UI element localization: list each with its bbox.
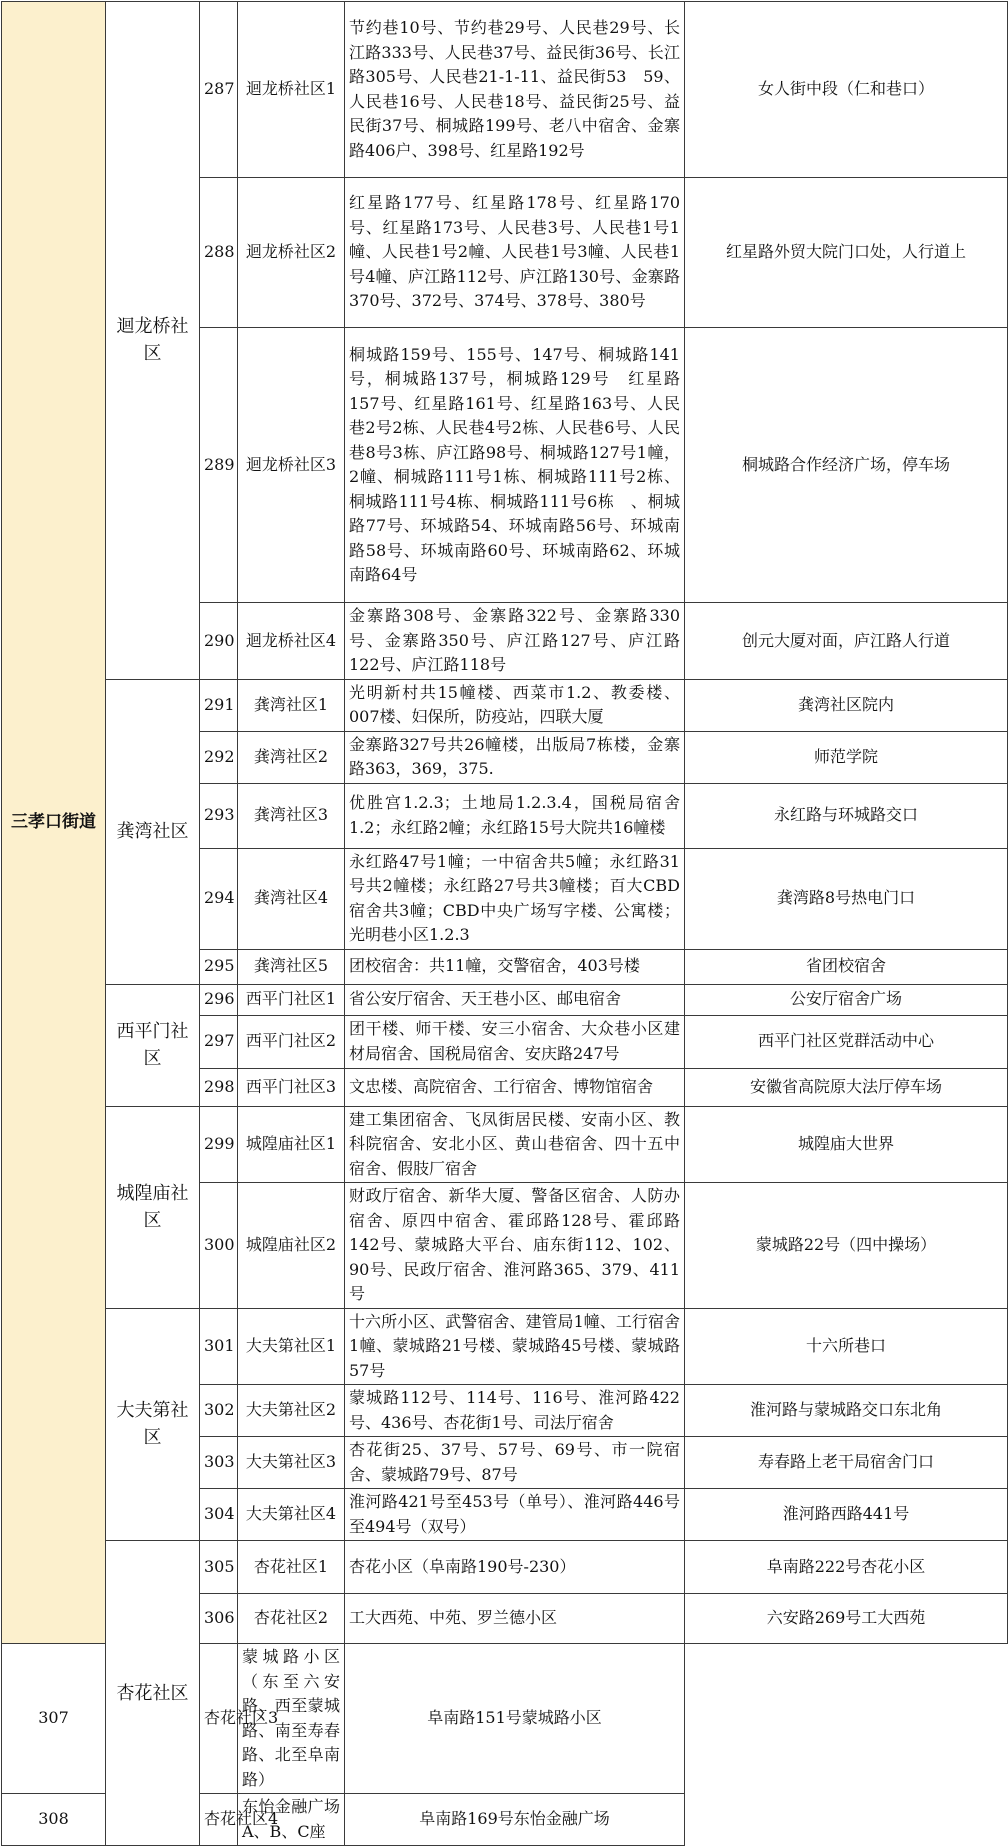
row-number: 295	[200, 949, 238, 984]
table-row	[2, 2, 1008, 178]
community-name: 杏花社区	[106, 1541, 200, 1846]
community-name: 大夫第社区	[106, 1308, 200, 1541]
row-number: 304	[200, 1489, 238, 1541]
drop-off-location: 女人街中段（仁和巷口）	[685, 2, 1008, 178]
address-list: 财政厅宿舍、新华大厦、警备区宿舍、人防办宿舍、原四中宿舍、霍邱路128号、霍邱路142号、蒙城路大平台、庙东街112、102、90号、民政厅宿舍、淮河路365、379、411号	[345, 1183, 685, 1309]
address-list: 蒙城路小区（东至六安路、西至蒙城路、南至寿春路、北至阜南路）	[238, 1644, 345, 1794]
drop-off-location: 六安路269号工大西苑	[685, 1594, 1008, 1644]
row-number: 296	[200, 984, 238, 1015]
drop-off-location: 桐城路合作经济广场，停车场	[685, 328, 1008, 603]
sub-area-name: 大夫第社区1	[238, 1308, 345, 1385]
sub-area-name: 西平门社区2	[238, 1015, 345, 1068]
address-list: 淮河路421号至453号（单号）、淮河路446号至494号（双号）	[345, 1489, 685, 1541]
row-number: 300	[200, 1183, 238, 1309]
address-list: 东怡金融广场A、B、C座	[238, 1794, 345, 1846]
table-row	[2, 1308, 1008, 1385]
drop-off-location: 师范学院	[685, 731, 1008, 783]
street-name: 三孝口街道	[2, 2, 106, 1644]
drop-off-location: 十六所巷口	[685, 1308, 1008, 1385]
row-number: 289	[200, 328, 238, 603]
sub-area-name: 杏花社区1	[238, 1541, 345, 1594]
drop-off-location: 城隍庙大世界	[685, 1106, 1008, 1183]
address-list: 十六所小区、武警宿舍、建管局1幢、工行宿舍1幢、蒙城路21号楼、蒙城路45号楼、蒙城路57号	[345, 1308, 685, 1385]
address-list: 杏花街25、37号、57号、69号、市一院宿舍、蒙城路79号、87号	[345, 1437, 685, 1489]
sub-area-name: 迴龙桥社区2	[238, 178, 345, 328]
row-number: 290	[200, 603, 238, 680]
row-number: 294	[200, 848, 238, 949]
row-number: 293	[200, 783, 238, 848]
drop-off-location: 阜南路222号杏花小区	[685, 1541, 1008, 1594]
address-list: 金寨路327号共26幢楼，出版局7栋楼，金寨路363，369，375.	[345, 731, 685, 783]
table-row	[2, 984, 1008, 1015]
sub-area-name: 西平门社区1	[238, 984, 345, 1015]
sub-area-name: 杏花社区2	[238, 1594, 345, 1644]
row-number: 306	[200, 1594, 238, 1644]
drop-off-location: 阜南路151号蒙城路小区	[345, 1644, 685, 1794]
row-number: 288	[200, 178, 238, 328]
row-number: 307	[2, 1644, 106, 1794]
sub-area-name: 龚湾社区1	[238, 679, 345, 731]
drop-off-location: 寿春路上老干局宿舍门口	[685, 1437, 1008, 1489]
row-number: 301	[200, 1308, 238, 1385]
drop-off-location: 创元大厦对面，庐江路人行道	[685, 603, 1008, 680]
address-list: 金寨路308号、金寨路322号、金寨路330号、金寨路350号、庐江路127号、庐江路122号、庐江路118号	[345, 603, 685, 680]
row-number: 292	[200, 731, 238, 783]
row-number: 291	[200, 679, 238, 731]
address-list: 红星路177号、红星路178号、红星路170号、红星路173号、人民巷3号、人民巷1号1幢、人民巷1号2幢、人民巷1号3幢、人民巷1号4幢、庐江路112号、庐江路130号、金寨路370号、372号、374号、378号、380号	[345, 178, 685, 328]
row-number: 287	[200, 2, 238, 178]
address-list: 永红路47号1幢；一中宿舍共5幢；永红路31号共2幢楼；永红路27号共3幢楼；百大CBD宿舍共3幢；CBD中央广场写字楼、公寓楼；光明巷小区1.2.3	[345, 848, 685, 949]
row-number: 303	[200, 1437, 238, 1489]
community-table	[1, 1, 1008, 1846]
drop-off-location: 公安厅宿舍广场	[685, 984, 1008, 1015]
drop-off-location: 阜南路169号东怡金融广场	[345, 1794, 685, 1846]
sub-area-name: 龚湾社区2	[238, 731, 345, 783]
drop-off-location: 安徽省高院原大法厅停车场	[685, 1068, 1008, 1106]
sub-area-name: 城隍庙社区2	[238, 1183, 345, 1309]
row-number: 298	[200, 1068, 238, 1106]
sub-area-name: 城隍庙社区1	[238, 1106, 345, 1183]
row-number: 308	[2, 1794, 106, 1846]
sub-area-name: 大夫第社区2	[238, 1385, 345, 1437]
community-name: 西平门社区	[106, 984, 200, 1106]
address-list: 光明新村共15幢楼、西菜市1.2、教委楼、007楼、妇保所，防疫站，四联大厦	[345, 679, 685, 731]
row-number: 302	[200, 1385, 238, 1437]
sub-area-name: 龚湾社区3	[238, 783, 345, 848]
drop-off-location: 淮河路与蒙城路交口东北角	[685, 1385, 1008, 1437]
address-list: 节约巷10号、节约巷29号、人民巷29号、长江路333号、人民巷37号、益民街36号、长江路305号、人民巷21-1-11、益民街53 59、人民巷16号、人民巷18号、益民街25号、益民街37号、桐城路199号、老八中宿舍、金寨路406户、398号、红星路192号	[345, 2, 685, 178]
sub-area-name: 大夫第社区3	[238, 1437, 345, 1489]
sub-area-name: 龚湾社区4	[238, 848, 345, 949]
drop-off-location: 永红路与环城路交口	[685, 783, 1008, 848]
drop-off-location: 省团校宿舍	[685, 949, 1008, 984]
sub-area-name: 迴龙桥社区1	[238, 2, 345, 178]
table-row	[2, 1541, 1008, 1594]
sub-area-name: 迴龙桥社区4	[238, 603, 345, 680]
address-list: 团校宿舍：共11幢，交警宿舍，403号楼	[345, 949, 685, 984]
community-name: 迴龙桥社区	[106, 2, 200, 680]
sub-area-name: 杏花社区3	[200, 1644, 238, 1794]
sub-area-name: 龚湾社区5	[238, 949, 345, 984]
row-number: 297	[200, 1015, 238, 1068]
address-list: 杏花小区（阜南路190号-230）	[345, 1541, 685, 1594]
address-list: 文忠楼、高院宿舍、工行宿舍、博物馆宿舍	[345, 1068, 685, 1106]
sub-area-name: 西平门社区3	[238, 1068, 345, 1106]
drop-off-location: 淮河路西路441号	[685, 1489, 1008, 1541]
row-number: 299	[200, 1106, 238, 1183]
address-list: 建工集团宿舍、飞凤街居民楼、安南小区、教科院宿舍、安北小区、黄山巷宿舍、四十五中宿舍、假肢厂宿舍	[345, 1106, 685, 1183]
table-row	[2, 1106, 1008, 1183]
sub-area-name: 大夫第社区4	[238, 1489, 345, 1541]
sub-area-name: 杏花社区4	[200, 1794, 238, 1846]
drop-off-location: 蒙城路22号（四中操场）	[685, 1183, 1008, 1309]
table-row	[2, 679, 1008, 731]
address-list: 蒙城路112号、114号、116号、淮河路422号、436号、杏花街1号、司法厅宿舍	[345, 1385, 685, 1437]
address-list: 工大西苑、中苑、罗兰德小区	[345, 1594, 685, 1644]
community-name: 城隍庙社区	[106, 1106, 200, 1308]
address-list: 省公安厅宿舍、天王巷小区、邮电宿舍	[345, 984, 685, 1015]
drop-off-location: 红星路外贸大院门口处，人行道上	[685, 178, 1008, 328]
drop-off-location: 龚湾社区院内	[685, 679, 1008, 731]
address-list: 团干楼、师干楼、安三小宿舍、大众巷小区建材局宿舍、国税局宿舍、安庆路247号	[345, 1015, 685, 1068]
drop-off-location: 西平门社区党群活动中心	[685, 1015, 1008, 1068]
row-number: 305	[200, 1541, 238, 1594]
community-name: 龚湾社区	[106, 679, 200, 984]
sub-area-name: 迴龙桥社区3	[238, 328, 345, 603]
drop-off-location: 龚湾路8号热电门口	[685, 848, 1008, 949]
address-list: 桐城路159号、155号、147号、桐城路141号，桐城路137号，桐城路129号 红星路157号、红星路161号、红星路163号、人民巷2号2栋、人民巷4号2栋、人民巷6号、人民巷8号3栋、庐江路98号、桐城路127号1幢，2幢、桐城路111号1栋、桐城路111号2栋、桐城路111号4栋、桐城路111号6栋 、桐城路77号、环城路54、环城南路56号、环城南路58号、环城南路60号、环城南路62、环城南路64号	[345, 328, 685, 603]
address-list: 优胜宫1.2.3；土地局1.2.3.4，国税局宿舍1.2；永红路2幢；永红路15号大院共16幢楼	[345, 783, 685, 848]
